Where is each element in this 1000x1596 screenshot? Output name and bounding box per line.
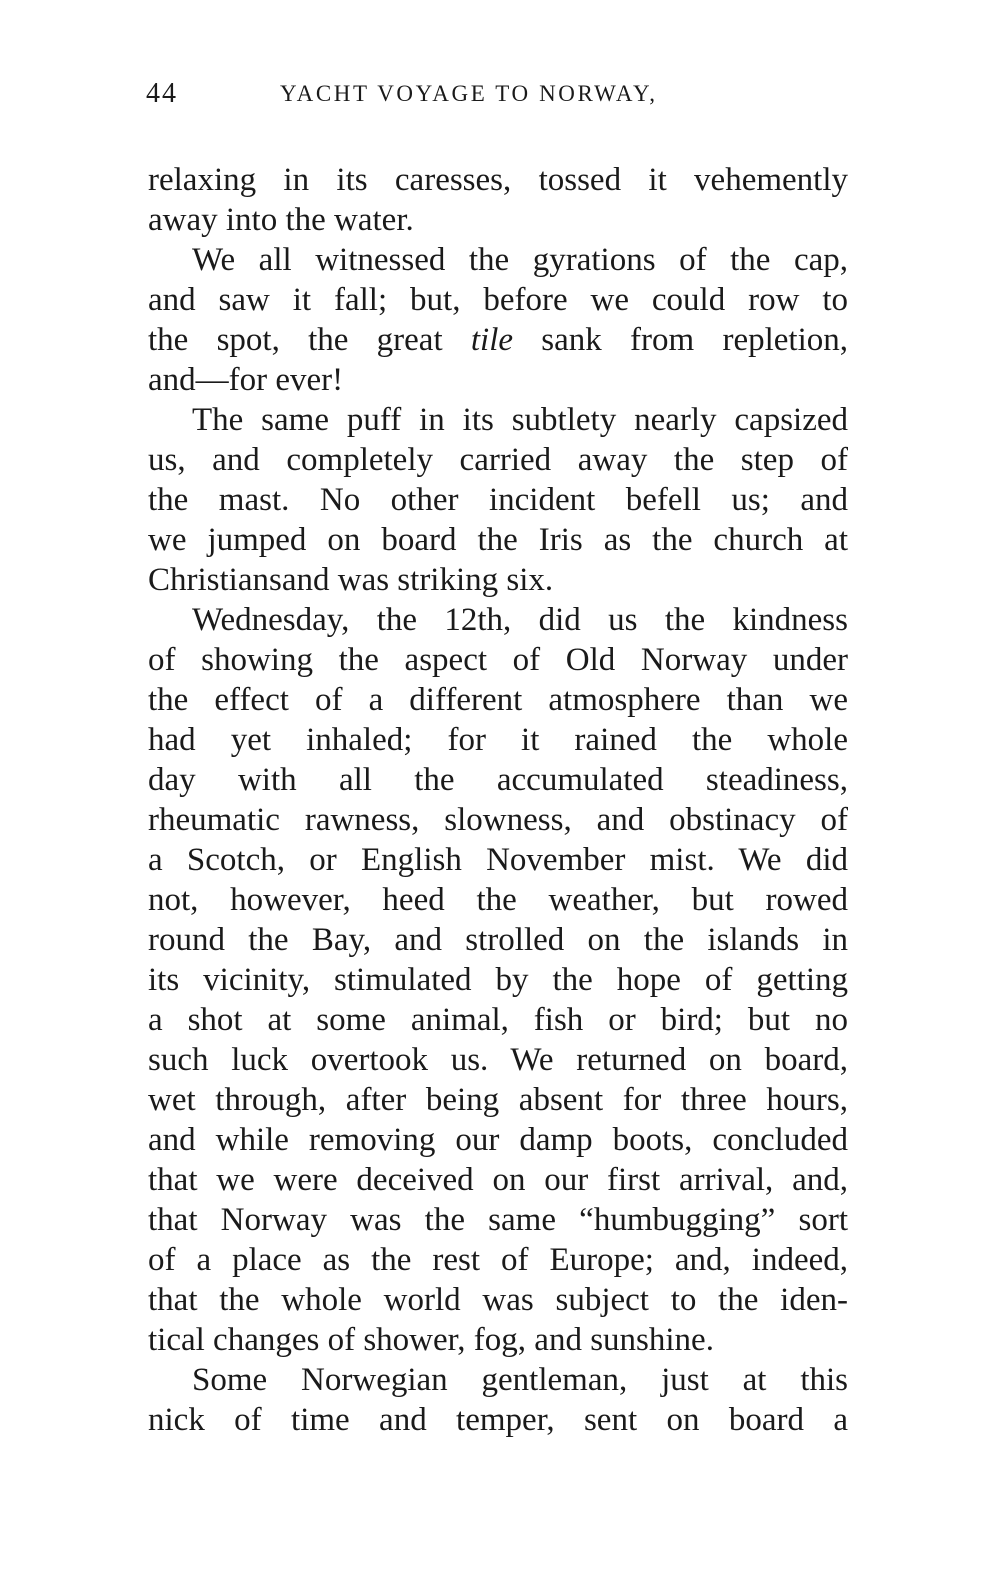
text-line: the spot, the great tile sank from repletion, <box>148 322 848 358</box>
text-line: that the whole world was subject to the iden- <box>148 1282 848 1318</box>
text-line: wet through, after being absent for three hours, <box>148 1082 848 1118</box>
text-line: us, and completely carried away the step of <box>148 442 848 478</box>
text-line: day with all the accumulated steadiness, <box>148 762 848 798</box>
text-line: that we were deceived on our first arrival, and, <box>148 1162 848 1198</box>
running-head <box>146 78 846 118</box>
text-line: relaxing in its caresses, tossed it vehemently <box>148 162 848 198</box>
text-line: round the Bay, and strolled on the islands in <box>148 922 848 958</box>
text-line: of showing the aspect of Old Norway under <box>148 642 848 678</box>
text-line: tical changes of shower, fog, and sunshine. <box>148 1322 714 1358</box>
page-number: 44 <box>146 78 178 109</box>
text-line: and—for ever! <box>148 362 344 398</box>
paragraph <box>148 400 848 600</box>
paragraph <box>148 1360 848 1440</box>
paragraph <box>148 240 848 400</box>
running-title: YACHT VOYAGE TO NORWAY, <box>280 81 658 106</box>
text-line: its vicinity, stimulated by the hope of getting <box>148 962 848 998</box>
text-line: rheumatic rawness, slowness, and obstinacy of <box>148 802 848 838</box>
text-line: a Scotch, or English November mist. We did <box>148 842 848 878</box>
text-line: not, however, heed the weather, but rowed <box>148 882 848 918</box>
paragraph <box>148 160 848 240</box>
text-line: we jumped on board the Iris as the church at <box>148 522 848 558</box>
text-line: had yet inhaled; for it rained the whole <box>148 722 848 758</box>
text-line: and while removing our damp boots, concluded <box>148 1122 848 1158</box>
text-line: The same puff in its subtlety nearly capsized <box>192 402 848 438</box>
text-line: Some Norwegian gentleman, just at this <box>192 1362 848 1398</box>
body-text <box>148 160 848 1440</box>
text-line: and saw it fall; but, before we could row to <box>148 282 848 318</box>
italic-word: tile <box>470 322 514 358</box>
text-line: a shot at some animal, fish or bird; but no <box>148 1002 848 1038</box>
text-line: the effect of a different atmosphere than we <box>148 682 848 718</box>
text-line: Christiansand was striking six. <box>148 562 554 598</box>
text-line: We all witnessed the gyrations of the cap, <box>192 242 848 278</box>
paragraph <box>148 600 848 1360</box>
text-line: nick of time and temper, sent on board a <box>148 1402 848 1438</box>
text-line: Wednesday, the 12th, did us the kindness <box>192 602 848 638</box>
text-line: such luck overtook us. We returned on board, <box>148 1042 848 1078</box>
text-line: the mast. No other incident befell us; and <box>148 482 848 518</box>
text-line: that Norway was the same “humbugging” sort <box>148 1202 848 1238</box>
text-line: away into the water. <box>148 202 414 238</box>
text-line: of a place as the rest of Europe; and, indeed, <box>148 1242 848 1278</box>
